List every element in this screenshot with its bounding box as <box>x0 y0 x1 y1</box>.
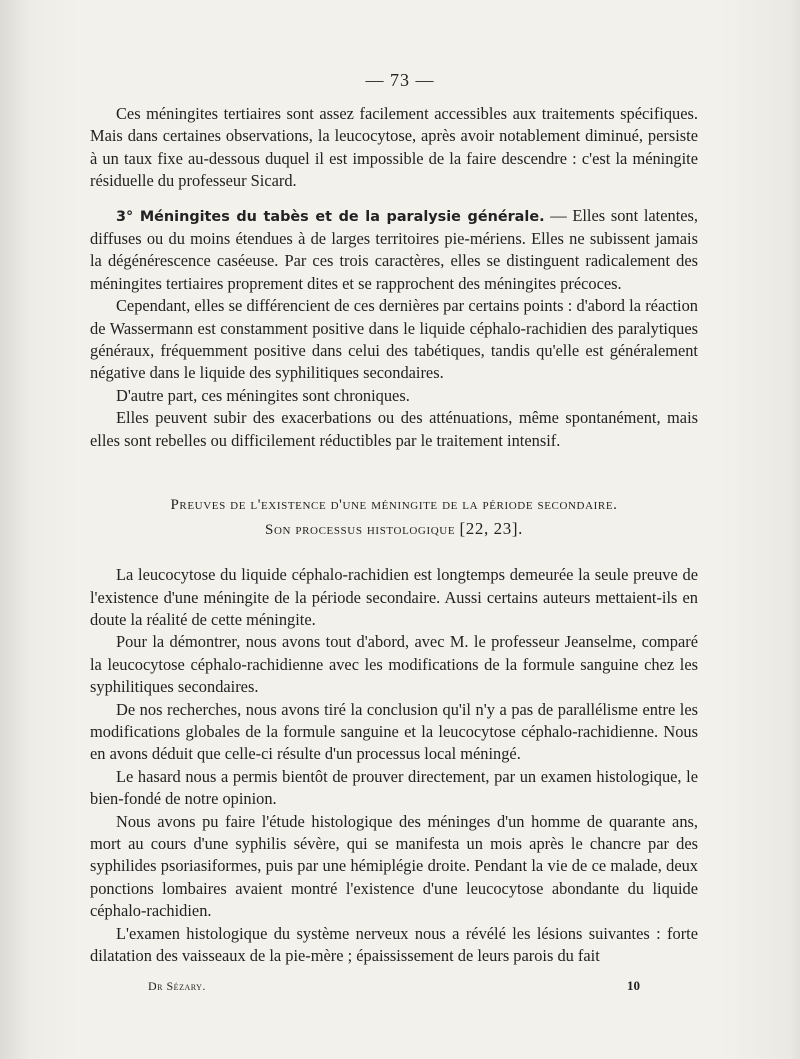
author-name: Dr Sézary. <box>148 979 206 993</box>
section-heading-line-2 <box>90 517 698 542</box>
paragraph: La leucocytose du liquide céphalo-rachidien est longtemps demeurée la seule preuve de l'existence d'une méningite de la période secondaire. Aussi certains auteurs mettaient-ils en doute la réalité de cette méningite. <box>90 565 698 629</box>
signature-mark: 10 <box>627 978 640 993</box>
section-heading <box>90 494 698 542</box>
section-heading-references: [22, 23]. <box>459 519 523 539</box>
paragraph: L'examen histologique du système nerveux nous a révélé les lésions suivantes : forte dilatation des vaisseaux de la pie-mère ; épaississement de leurs parois du fait <box>90 923 698 965</box>
paragraph-text: — Elles sont latentes, diffuses ou du moins étendues à de larges territoires pie-mériens. Elles ne subissent jamais la dégénérescence caséeuse. Par ces trois caractères, elles se distinguent radicalement des méningites tertiaires proprement dites et se rapprochent des méningites précoces. <box>90 205 698 293</box>
paragraph: Le hasard nous a permis bientôt de prouver directement, par un examen histologique, le bien-fondé de notre opinion. <box>90 766 698 809</box>
paragraph: Ces méningites tertiaires sont assez facilement accessibles aux traitements spécifiques. Mais dans certaines observations, la leucocytose, après avoir notablement diminué, persiste à un taux fixe au-dessous duquel il est impossible de la faire descendre : c'est la méningite résiduelle du professeur Sicard. <box>90 104 698 191</box>
paragraph-section-3 <box>90 205 698 296</box>
paragraph: Pour la démontrer, nous avons tout d'abord, avec M. le professeur Jeanselme, comparé la leucocytose céphalo-rachidienne avec les modifications de la formule sanguine chez les syphilitiques secondaires. <box>90 632 698 697</box>
page-number: — 73 — <box>365 70 435 90</box>
section-heading-title: Son processus histologique <box>265 522 456 539</box>
paragraph: D'autre part, ces méningites sont chroniques. <box>116 385 410 405</box>
page-footer <box>148 978 640 994</box>
body-text <box>90 103 698 967</box>
section-heading-line-1: Preuves de l'existence d'une méningite de la période secondaire. <box>170 497 618 514</box>
paragraph: Nous avons pu faire l'étude histologique des méninges d'un homme de quarante ans, mort au cours d'une syphilis sévère, qui se manifesta un mois après le chancre par des syphilides psoriasiformes, puis par une hémiplégie droite. Pendant la vie de ce malade, deux ponctions lombaires avaient montré l'existence d'une leucocytose abondante du liquide céphalo-rachidien. <box>90 811 698 921</box>
paragraph: Cependant, elles se différencient de ces dernières par certains points : d'abord la réaction de Wassermann est constamment positive dans le liquide céphalo-rachidien des paralytiques généraux, fréquemment positive dans celui des tabétiques, tandis qu'elle est généralement négative dans le liquide des syphilitiques secondaires. <box>90 296 698 383</box>
subsection-heading: 3° Méningites du tabès et de la paralysie générale. <box>116 208 545 225</box>
paragraph: De nos recherches, nous avons tiré la conclusion qu'il n'y a pas de parallélisme entre les modifications globales de la formule sanguine et la leucocytose céphalo-rachidienne. Nous en avons déduit que celle-ci résulte d'un processus local méningé. <box>90 699 698 764</box>
paragraph: Elles peuvent subir des exacerbations ou des atténuations, même spontanément, mais elles sont rebelles ou difficilement réductibles par le traitement intensif. <box>90 408 698 450</box>
